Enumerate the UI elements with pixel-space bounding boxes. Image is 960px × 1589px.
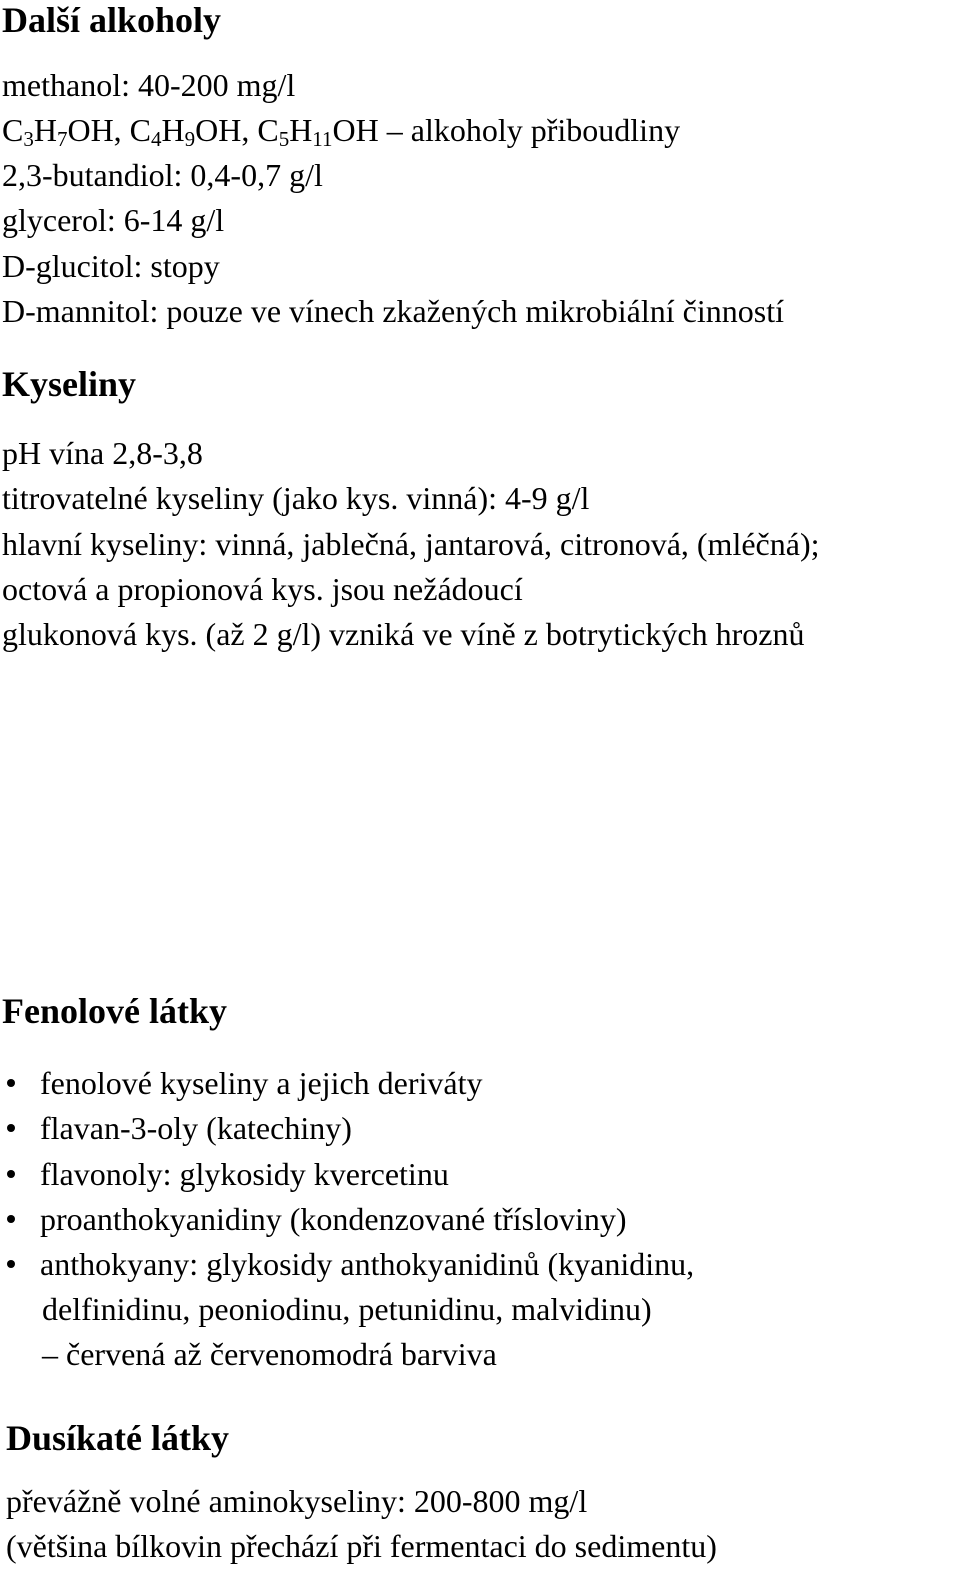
bullet-icon — [7, 1215, 15, 1223]
bullet-icon — [7, 1260, 15, 1268]
bullet-icon — [7, 1170, 15, 1178]
list-item-text: anthokyany: glykosidy anthokyanidinů (kyanidinu, — [40, 1246, 695, 1282]
list-item-text: proanthokyanidiny (kondenzované třísloviny) — [40, 1201, 627, 1237]
list-item-continuation: delfinidinu, peoniodinu, petunidinu, malvidinu) — [42, 1291, 652, 1327]
nitrogen-line: převážně volné aminokyseliny: 200-800 mg/l — [6, 1483, 588, 1519]
acids-line: pH vína 2,8-3,8 — [2, 435, 203, 471]
bullet-icon — [7, 1079, 15, 1087]
methanol-line: methanol: 40-200 mg/l — [2, 67, 296, 103]
alcohols-heading: Další alkoholy — [2, 0, 222, 40]
nitrogen-heading: Dusíkaté látky — [6, 1418, 230, 1458]
list-item-text: flavan-3-oly (katechiny) — [40, 1110, 352, 1146]
formula-piece: $H_7$ — [33, 112, 68, 151]
formula-piece: OH, $C_5$ — [195, 112, 290, 151]
glucitol-line: D-glucitol: stopy — [2, 248, 220, 284]
formula-piece: OH, $C_4$ — [67, 112, 162, 151]
list-item-continuation: – červená až červenomodrá barviva — [42, 1336, 497, 1372]
bullet-icon — [7, 1124, 15, 1132]
higher-alcohols-line — [2, 110, 680, 150]
acids-line: octová a propionová kys. jsou nežádoucí — [2, 571, 523, 607]
list-item-text: flavonoly: glykosidy kvercetinu — [40, 1156, 449, 1192]
acids-line: hlavní kyseliny: vinná, jablečná, jantarová, citronová, (mléčná); — [2, 526, 820, 562]
acids-heading: Kyseliny — [2, 364, 137, 404]
phenolics-heading: Fenolové látky — [2, 991, 227, 1031]
acids-line: titrovatelné kyseliny (jako kys. vinná): 4-9 g/l — [2, 480, 590, 516]
formula-piece: $C_3$ — [2, 112, 34, 151]
acids-line: glukonová kys. (až 2 g/l) vzniká ve víně z botrytických hroznů — [2, 616, 805, 652]
formula-piece: $H_9$ — [161, 112, 196, 151]
formula-piece: $H_{11}$ — [289, 112, 333, 151]
list-item-text: fenolové kyseliny a jejich deriváty — [40, 1065, 483, 1101]
butanediol-line: 2,3-butandiol: 0,4-0,7 g/l — [2, 157, 323, 193]
glycerol-line: glycerol: 6-14 g/l — [2, 202, 225, 238]
mannitol-line: D-mannitol: pouze ve vínech zkažených mikrobiální činností — [2, 293, 784, 329]
nitrogen-line: (většina bílkovin přechází při fermentaci do sedimentu) — [6, 1528, 717, 1564]
higher-alcohols-label: OH – alkoholy přiboudliny — [332, 112, 681, 148]
